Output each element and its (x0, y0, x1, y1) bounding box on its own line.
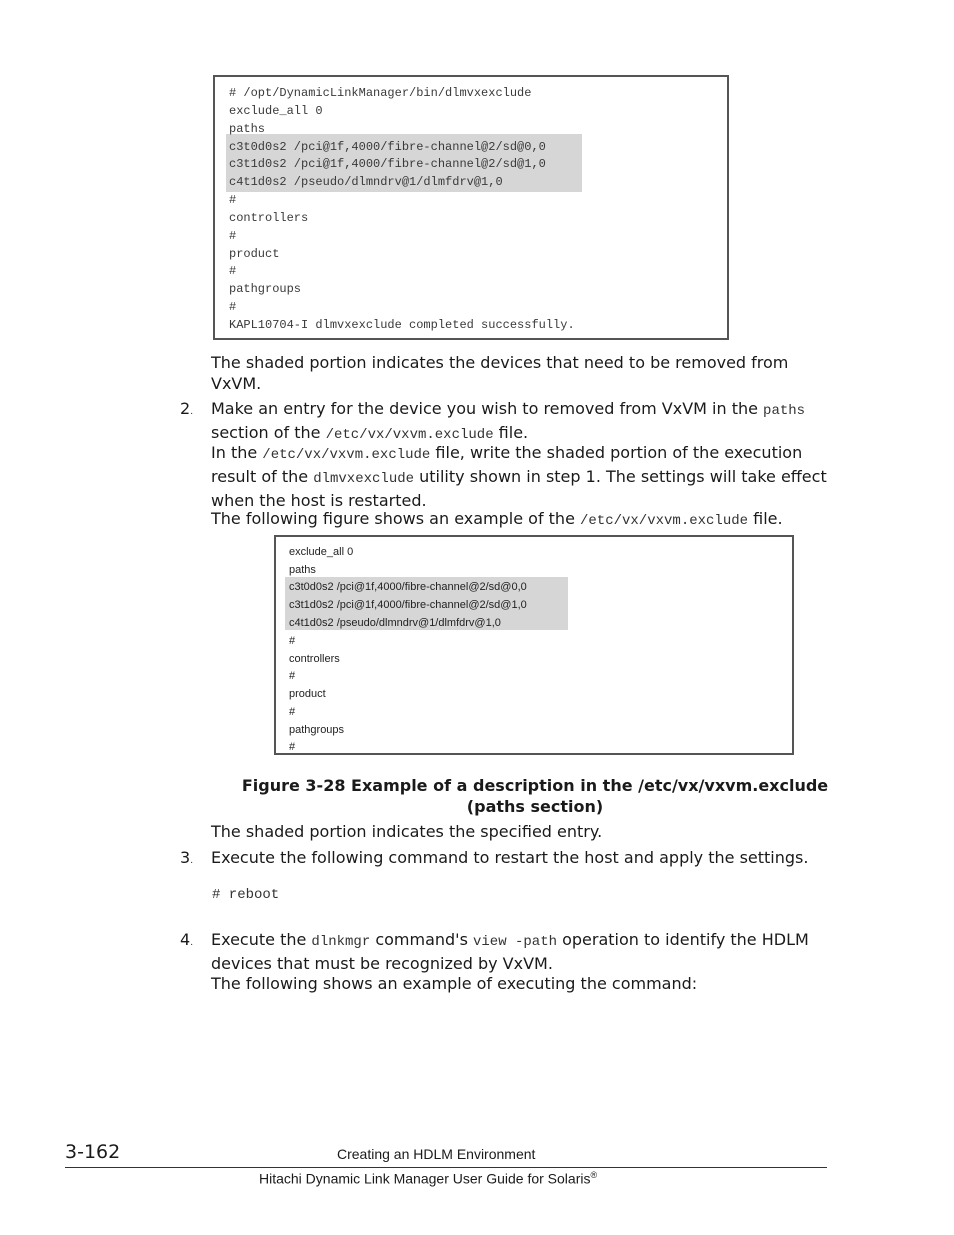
step3-text: Execute the following command to restart the host and apply the settings. (211, 848, 809, 867)
output-line: exclude_all 0 (229, 104, 323, 118)
inline-code: /etc/vx/vxvm.exclude (325, 427, 494, 443)
step2-text: Make an entry for the device you wish to removed from VxVM in the paths section of the /etc/vx/vxvm.exclude file. (211, 399, 806, 443)
inline-code: dlnkmgr (311, 934, 371, 950)
output-line: # (229, 193, 237, 207)
file-line: product (289, 688, 326, 700)
output-line: paths (229, 122, 266, 136)
step-number: 4. (180, 930, 194, 949)
shaded-note-2: The shaded portion indicates the specified entry. (211, 822, 603, 841)
registered-mark: ® (590, 1170, 598, 1180)
output-line: c3t0d0s2 /pci@1f,4000/fibre-channel@2/sd@0,0 (229, 140, 546, 154)
step2-detail: In the /etc/vx/vxvm.exclude file, write the shaded portion of the execution result of the dlmvxexclude utility shown in step 1. The settings will take effect when the host is restarted. (211, 443, 827, 510)
file-line: controllers (289, 653, 340, 665)
inline-code: view -path (473, 934, 558, 950)
step-number: 2. (180, 399, 194, 418)
step4-text: Execute the dlnkmgr command's view -path operation to identify the HDLM devices that must be recognized by VxVM. (211, 930, 809, 973)
step4-follow: The following shows an example of executing the command: (211, 974, 698, 993)
file-line: c3t0d0s2 /pci@1f,4000/fibre-channel@2/sd@0,0 (289, 581, 527, 593)
shaded-note-1: The shaded portion indicates the devices that need to be removed from VxVM. (211, 353, 789, 393)
file-line: # (289, 741, 296, 753)
file-line: pathgroups (289, 724, 345, 736)
dlmvxexclude-output-figure (213, 75, 729, 340)
file-line: exclude_all 0 (289, 546, 354, 558)
step-number: 3. (180, 848, 194, 867)
figure-intro: The following figure shows an example of the /etc/vx/vxvm.exclude file. (211, 509, 783, 529)
inline-code: paths (763, 403, 806, 419)
output-line: pathgroups (229, 282, 302, 296)
output-line: controllers (229, 211, 309, 225)
footer-book-title: Hitachi Dynamic Link Manager User Guide for Solaris® (259, 1170, 598, 1187)
file-line: # (289, 635, 296, 647)
output-line: product (229, 247, 280, 261)
file-line: c4t1d0s2 /pseudo/dlmndrv@1/dlmfdrv@1,0 (289, 617, 501, 629)
reboot-command: # reboot (212, 887, 280, 903)
output-line: KAPL10704-I dlmvxexclude completed successfully. (229, 318, 575, 332)
output-line: c4t1d0s2 /pseudo/dlmndrv@1/dlmfdrv@1,0 (229, 175, 503, 189)
inline-code: dlmvxexclude (313, 471, 415, 487)
inline-code: /etc/vx/vxvm.exclude (262, 447, 431, 463)
file-line: # (289, 706, 296, 718)
output-line: c3t1d0s2 /pci@1f,4000/fibre-channel@2/sd@1,0 (229, 157, 546, 171)
figure-caption: Figure 3-28 Example of a description in the /etc/vx/vxvm.exclude (paths section) (241, 776, 829, 816)
footer-divider (65, 1167, 827, 1168)
footer-chapter-title: Creating an HDLM Environment (337, 1146, 536, 1162)
inline-code: /etc/vx/vxvm.exclude (580, 513, 749, 529)
page-number: 3-162 (65, 1141, 121, 1163)
file-line: # (289, 670, 296, 682)
file-line: c3t1d0s2 /pci@1f,4000/fibre-channel@2/sd@1,0 (289, 599, 527, 611)
file-line: paths (289, 564, 316, 576)
output-line: # (229, 300, 237, 314)
output-line: # (229, 229, 237, 243)
vxvm-exclude-figure (274, 535, 794, 755)
output-line: # (229, 264, 237, 278)
output-line: # /opt/DynamicLinkManager/bin/dlmvxexclude (229, 86, 532, 100)
